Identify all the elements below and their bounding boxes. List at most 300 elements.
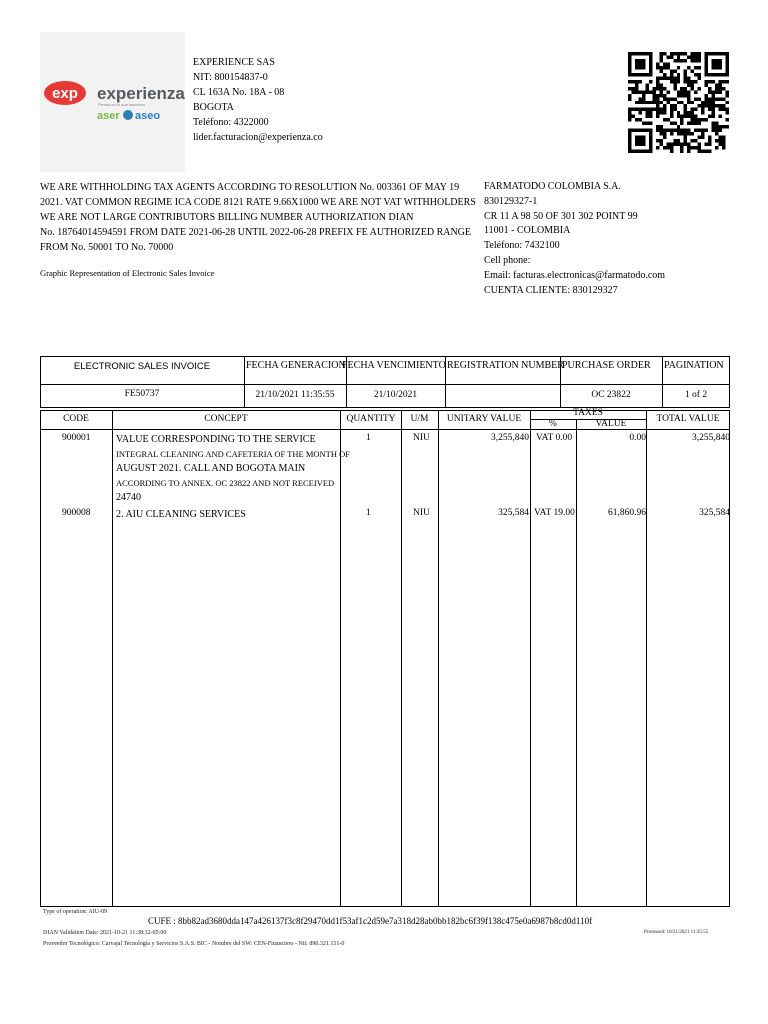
item-concept-line: 24740 <box>116 492 141 503</box>
qr-module <box>659 90 662 93</box>
qr-module <box>719 115 722 118</box>
qr-module <box>705 80 708 83</box>
qr-module <box>691 111 694 114</box>
qr-module <box>684 73 687 76</box>
qr-module <box>687 111 690 114</box>
qr-module <box>666 143 669 146</box>
qr-module <box>659 83 662 86</box>
qr-module <box>677 143 680 146</box>
qr-module <box>677 59 680 62</box>
qr-module <box>659 143 662 146</box>
items-col-line <box>646 410 647 907</box>
qr-module <box>635 59 645 69</box>
qr-module <box>712 94 715 97</box>
qr-module <box>659 125 662 128</box>
qr-module <box>673 143 676 146</box>
qr-module <box>649 90 652 93</box>
qr-module <box>719 129 722 132</box>
invoice-number: FE50737 <box>124 389 160 399</box>
qr-module <box>705 83 708 86</box>
qr-module <box>691 132 694 135</box>
qr-module <box>687 150 690 153</box>
legal-line: 2021. VAT COMMON REGIME ICA CODE 8121 RATE 9.66X1000 WE ARE NOT VAT WITHHOLDERS <box>40 197 476 208</box>
qr-module <box>698 55 701 58</box>
qr-module <box>701 108 704 111</box>
qr-module <box>670 146 673 149</box>
qr-module <box>691 59 694 62</box>
qr-module <box>663 104 666 107</box>
qr-module <box>663 52 666 55</box>
qr-module <box>691 139 694 142</box>
qr-module <box>673 80 676 83</box>
qr-module <box>722 146 725 149</box>
qr-module <box>698 66 701 69</box>
qr-module <box>670 104 673 107</box>
qr-module <box>726 101 729 104</box>
qr-module <box>670 115 673 118</box>
qr-module <box>715 122 718 125</box>
item-tax-pct: VAT 19.00 <box>534 508 575 518</box>
qr-module <box>684 129 687 132</box>
qr-module <box>635 80 638 83</box>
qr-module <box>680 118 683 121</box>
qr-module <box>684 139 687 142</box>
item-unit-value: 3,255,840 <box>491 433 529 443</box>
qr-module <box>656 97 659 100</box>
qr-module <box>659 69 662 72</box>
qr-module <box>677 129 680 132</box>
qr-module <box>652 90 655 93</box>
items-col-line <box>401 410 402 907</box>
qr-module <box>645 90 648 93</box>
qr-module <box>712 108 715 111</box>
qr-module <box>684 143 687 146</box>
qr-module <box>694 122 697 125</box>
qr-module <box>642 94 645 97</box>
qr-module <box>694 55 697 58</box>
qr-module <box>635 87 638 90</box>
qr-module <box>673 52 676 55</box>
qr-module <box>719 108 722 111</box>
qr-module <box>677 115 680 118</box>
qr-module <box>722 139 725 142</box>
item-tax-value: 0.00 <box>629 433 646 443</box>
logo-aseo-text: aseo <box>135 110 161 122</box>
qr-module <box>680 115 683 118</box>
qr-module <box>670 129 673 132</box>
qr-module <box>708 139 711 142</box>
qr-module <box>628 108 631 111</box>
qr-module <box>684 94 687 97</box>
concept-header: CONCEPT <box>204 414 248 424</box>
qr-module <box>659 76 662 79</box>
qr-module <box>663 108 666 111</box>
pagination-value: 1 of 2 <box>684 390 708 400</box>
qr-module <box>652 94 655 97</box>
qr-module <box>656 129 659 132</box>
qr-module <box>659 101 662 104</box>
qr-module <box>722 80 725 83</box>
qr-module <box>656 104 659 107</box>
customer-cell: Cell phone: <box>484 254 531 266</box>
qr-module <box>659 94 662 97</box>
item-quantity: 1 <box>366 433 371 443</box>
qr-module <box>673 97 676 100</box>
qr-module <box>659 108 662 111</box>
qr-module <box>691 52 694 55</box>
qr-module <box>715 97 718 100</box>
qr-module <box>659 139 662 142</box>
logo-brand-text: experienza <box>97 84 185 103</box>
qr-module <box>691 146 694 149</box>
qr-module <box>712 97 715 100</box>
item-tax-pct: VAT 0.00 <box>536 433 573 443</box>
qr-module <box>670 132 673 135</box>
qr-module <box>726 94 729 97</box>
qr-module <box>705 97 708 100</box>
qr-module <box>677 73 680 76</box>
customer-phone: Teléfono: 7432100 <box>484 240 560 252</box>
qr-module <box>680 143 683 146</box>
item-concept-line: ACCORDING TO ANNEX. OC 23822 AND NOT RECEIVED <box>116 478 335 488</box>
qr-module <box>726 80 729 83</box>
qr-module <box>677 66 680 69</box>
qr-module <box>722 143 725 146</box>
qr-module <box>698 73 701 76</box>
qr-module <box>698 76 701 79</box>
um-header: U/M <box>410 414 429 424</box>
qr-module <box>705 143 708 146</box>
qr-module <box>705 101 708 104</box>
pagination-label: PAGINATION <box>664 360 724 371</box>
qr-module <box>652 108 655 111</box>
qr-module <box>656 62 659 65</box>
qr-module <box>642 108 645 111</box>
item-concept-line: AUGUST 2021. CALL AND BOGOTA MAIN <box>116 463 306 474</box>
qr-module <box>698 52 701 55</box>
qr-module <box>628 80 631 83</box>
qr-module <box>694 59 697 62</box>
issuer-info <box>193 55 323 145</box>
qr-module <box>694 73 697 76</box>
qr-module <box>684 76 687 79</box>
qr-module <box>680 132 683 135</box>
qr-module <box>708 97 711 100</box>
qr-module <box>670 122 673 125</box>
qr-module <box>628 97 631 100</box>
qr-module <box>726 108 729 111</box>
qr-module <box>705 129 708 132</box>
qr-module <box>670 108 673 111</box>
qr-module <box>663 118 666 121</box>
qr-module <box>712 122 715 125</box>
total-header: TOTAL VALUE <box>656 414 720 424</box>
qr-module <box>705 104 708 107</box>
qr-module <box>680 59 683 62</box>
qr-module <box>670 52 673 55</box>
qr-module <box>659 59 662 62</box>
qr-module <box>652 87 655 90</box>
qr-module <box>705 150 708 153</box>
item-unit-value: 325,584 <box>498 508 529 518</box>
legal-line: No. 18764014594591 FROM DATE 2021-06-28 UNTIL 2022-06-28 PREFIX FE AUTHORIZED RANGE <box>40 227 472 238</box>
qr-module <box>722 97 725 100</box>
items-col-line <box>340 410 341 907</box>
qr-module <box>719 87 722 90</box>
qr-module <box>635 101 638 104</box>
qr-module <box>691 108 694 111</box>
processed-date: Processed: 10/21/2021 11:35:55 <box>644 930 709 935</box>
header-col-line <box>662 356 663 408</box>
item-concept-line: 2. AIU CLEANING SERVICES <box>116 509 246 520</box>
qr-module <box>680 87 683 90</box>
qr-module <box>712 115 715 118</box>
qr-module <box>642 122 645 125</box>
tax-pct-header: % <box>549 419 557 429</box>
qr-module <box>645 101 648 104</box>
qr-module <box>708 108 711 111</box>
qr-module <box>645 108 648 111</box>
qr-module <box>684 52 687 55</box>
qr-module <box>719 83 722 86</box>
customer-nit: 830129327-1 <box>484 195 538 207</box>
qr-module <box>677 80 680 83</box>
qr-module <box>712 125 715 128</box>
qr-module <box>694 80 697 83</box>
qr-module <box>649 115 652 118</box>
qr-module <box>659 132 662 135</box>
qr-module <box>708 87 711 90</box>
qr-module <box>687 101 690 104</box>
items-col-line <box>438 410 439 907</box>
tax-value-header: VALUE <box>595 419 627 429</box>
qr-module <box>628 115 631 118</box>
qr-module <box>684 115 687 118</box>
qr-module <box>670 97 673 100</box>
qr-module <box>719 125 722 128</box>
item-um: NIU <box>413 508 430 518</box>
qr-module <box>663 132 666 135</box>
issuer-email: lider.facturacion@experienza.co <box>193 132 323 143</box>
qr-module <box>687 129 690 132</box>
qr-module <box>677 94 680 97</box>
cufe-code: CUFE : 8bb82ad3680dda147a426137f3c8f29470dd1f53af1c2d59e7a318d28ab0bb182bc6f39f138c475e0a6987b8cd0d110f <box>148 916 593 926</box>
taxes-header: TAXES <box>573 408 603 418</box>
qr-module <box>677 111 680 114</box>
technology-provider: Proveedor Tecnológico: Carvajal Tecnología y Servicios S.A.S. BIC - Nombre del SW: CEN-Financiero - Nit: 890.321.151-0 <box>43 941 345 947</box>
qr-module <box>708 136 711 139</box>
customer-account: CUENTA CLIENTE: 830129327 <box>484 284 618 296</box>
qr-module <box>698 118 701 121</box>
qr-module <box>673 69 676 72</box>
qr-module <box>684 59 687 62</box>
qr-module <box>656 146 659 149</box>
qr-module <box>701 132 704 135</box>
legal-line: FROM No. 50001 TO No. 70000 <box>40 242 174 253</box>
invoice-title-label: ELECTRONIC SALES INVOICE <box>73 361 211 372</box>
qr-module <box>715 125 718 128</box>
qr-module <box>677 55 680 58</box>
qr-module <box>638 80 641 83</box>
logo-sub-brand-mark <box>123 110 133 120</box>
qr-module <box>673 104 676 107</box>
qr-module <box>677 125 680 128</box>
qr-module <box>642 101 645 104</box>
qr-module <box>659 111 662 114</box>
qr-module <box>680 129 683 132</box>
qr-module <box>708 150 711 153</box>
operation-type: Type of operation: AIU-09 <box>43 909 108 915</box>
qr-module <box>673 122 676 125</box>
qr-module <box>673 139 676 142</box>
qr-module <box>663 66 666 69</box>
qr-module <box>708 80 711 83</box>
qr-module <box>726 125 729 128</box>
items-col-line <box>112 410 113 907</box>
qr-module <box>708 101 711 104</box>
qr-module <box>687 122 690 125</box>
qr-module <box>694 146 697 149</box>
qr-module <box>722 87 725 90</box>
qr-module <box>656 111 659 114</box>
qr-module <box>715 90 718 93</box>
qr-module <box>666 90 669 93</box>
qr-module <box>649 80 652 83</box>
qr-module <box>687 94 690 97</box>
qr-module <box>719 139 722 142</box>
qr-module <box>715 139 718 142</box>
qr-module <box>722 104 725 107</box>
qr-module <box>698 150 701 153</box>
experienza-logo-graphic <box>40 32 185 172</box>
header-col-line <box>244 356 245 408</box>
issuer-logo <box>40 32 185 172</box>
item-quantity: 1 <box>366 508 371 518</box>
qr-module <box>649 122 652 125</box>
qr-module <box>701 150 704 153</box>
qr-module <box>701 111 704 114</box>
item-concept-line: VALUE CORRESPONDING TO THE SERVICE <box>116 434 316 445</box>
qr-module <box>670 150 673 153</box>
qr-module <box>698 59 701 62</box>
qr-module <box>656 139 659 142</box>
qr-module <box>694 97 697 100</box>
qr-module <box>687 115 690 118</box>
qr-module <box>687 97 690 100</box>
qr-module <box>719 80 722 83</box>
qr-module <box>715 83 718 86</box>
qr-module <box>715 146 718 149</box>
issuer-phone: Teléfono: 4322000 <box>193 117 269 128</box>
items-col-line <box>576 419 577 907</box>
qr-module <box>694 52 697 55</box>
qr-module <box>656 115 659 118</box>
qr-module <box>694 108 697 111</box>
qr-module <box>670 80 673 83</box>
qr-module <box>635 83 638 86</box>
qr-module <box>649 101 652 104</box>
qr-module <box>698 146 701 149</box>
qr-module <box>708 104 711 107</box>
qr-module <box>701 136 704 139</box>
qr-module <box>694 139 697 142</box>
qr-module <box>663 129 666 132</box>
qr-module <box>666 76 669 79</box>
qr-module <box>663 76 666 79</box>
qr-module <box>719 143 722 146</box>
qr-module <box>638 90 641 93</box>
qr-module <box>687 76 690 79</box>
qr-module <box>659 55 662 58</box>
qr-module <box>680 122 683 125</box>
qr-module <box>635 90 638 93</box>
item-concept-line: INTEGRAL CLEANING AND CAFETERIA OF THE MONTH OF <box>116 449 350 459</box>
qr-module <box>656 76 659 79</box>
qr-module <box>656 125 659 128</box>
qr-module <box>673 87 676 90</box>
qr-module <box>701 101 704 104</box>
qr-module <box>631 90 634 93</box>
qr-module <box>701 129 704 132</box>
qr-module <box>642 90 645 93</box>
qr-module <box>726 118 729 121</box>
dian-validation-date: DIAN Validation Date: 2021-10-21 11:38:32-05:00 <box>43 930 167 936</box>
qr-module <box>691 101 694 104</box>
qr-module <box>663 73 666 76</box>
qr-module <box>712 129 715 132</box>
qr-module <box>652 97 655 100</box>
qr-module <box>708 143 711 146</box>
qr-module <box>673 76 676 79</box>
qr-module <box>645 122 648 125</box>
qr-module <box>631 115 634 118</box>
qr-module <box>677 76 680 79</box>
qr-module <box>670 55 673 58</box>
qr-module <box>715 104 718 107</box>
qr-module <box>687 132 690 135</box>
qr-module <box>631 108 634 111</box>
qr-module <box>677 132 680 135</box>
qr-module <box>680 146 683 149</box>
qr-module <box>680 52 683 55</box>
qr-module <box>694 115 697 118</box>
qr-module <box>687 66 690 69</box>
qr-module <box>698 104 701 107</box>
qr-module <box>638 101 641 104</box>
item-code: 900008 <box>62 508 91 518</box>
qr-module <box>687 83 690 86</box>
qr-module <box>722 136 725 139</box>
generated-date-value: 21/10/2021 11:35:55 <box>255 390 335 400</box>
generated-date-label: FECHA GENERACION <box>246 360 346 371</box>
qr-module <box>645 87 648 90</box>
qr-module <box>691 122 694 125</box>
qr-module <box>670 73 673 76</box>
customer-city: 11001 - COLOMBIA <box>484 225 571 237</box>
qr-module <box>684 136 687 139</box>
legal-line: WE ARE WITHHOLDING TAX AGENTS ACCORDING TO RESOLUTION No. 003361 OF MAY 19 <box>40 182 460 193</box>
qr-module <box>680 101 683 104</box>
qr-module <box>659 129 662 132</box>
graphic-representation-label: Graphic Representation of Electronic Sales Invoice <box>40 268 215 278</box>
qr-module <box>666 97 669 100</box>
qr-module <box>691 115 694 118</box>
qr-module <box>638 97 641 100</box>
unit-value-header: UNITARY VALUE <box>446 414 522 424</box>
qr-module <box>635 108 638 111</box>
qr-module <box>666 55 669 58</box>
qr-module <box>712 101 715 104</box>
